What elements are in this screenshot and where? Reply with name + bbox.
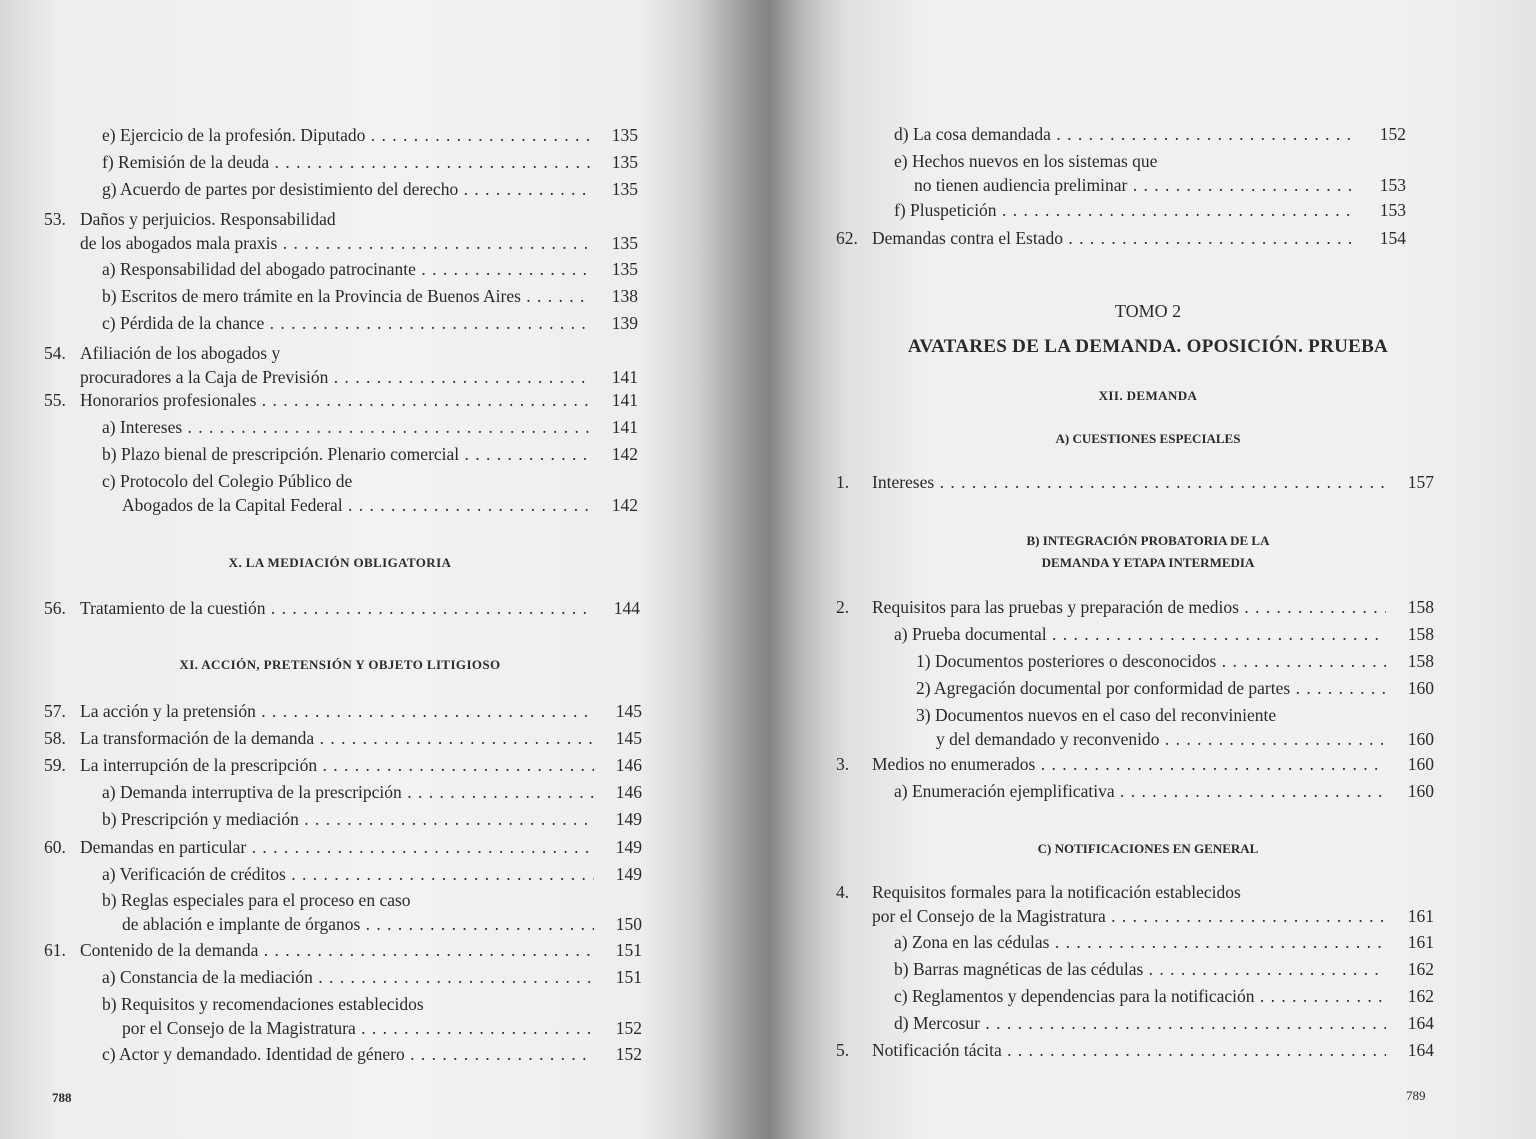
toc-entry-title: La interrupción de la prescripción . . . xyxy=(80,754,594,776)
toc-entry-title: Intereses . . . xyxy=(872,471,1386,493)
toc-entry-title: e) Hechos nuevos en los sistemas que xyxy=(894,151,1158,171)
toc-entry-page: 161 xyxy=(1407,932,1434,952)
toc-entry-title: a) Responsabilidad del abogado patrocinante . . . xyxy=(102,258,590,280)
toc-entry-number: 5. xyxy=(836,1040,850,1060)
toc-entry-title: b) Reglas especiales para el proceso en caso xyxy=(102,890,411,910)
toc-entry-page: 146 xyxy=(615,755,642,775)
toc-entry-number: 2. xyxy=(836,597,850,617)
toc-entry-title: f) Pluspetición . . . xyxy=(894,199,1358,221)
toc-entry-title: b) Barras magnéticas de las cédulas . . . xyxy=(894,958,1386,980)
toc-entry-page: 135 xyxy=(611,259,638,279)
toc-entry-number: 1. xyxy=(836,472,850,492)
toc-entry-page: 153 xyxy=(1379,175,1406,195)
toc-entry-page: 141 xyxy=(611,417,638,437)
toc-entry-title: f) Remisión de la deuda . . . xyxy=(102,151,590,173)
toc-entry-page: 135 xyxy=(611,233,638,253)
toc-entry-page: 142 xyxy=(611,444,638,464)
toc-entry-page: 152 xyxy=(615,1044,642,1064)
section-heading-xii: XII. DEMANDA xyxy=(1098,388,1198,403)
toc-entry-number: 60. xyxy=(44,837,66,857)
toc-entry-page: 138 xyxy=(611,286,638,306)
toc-entry-number: 62. xyxy=(836,228,858,248)
toc-entry-title-continued: por el Consejo de la Magistratura . . . xyxy=(872,905,1386,927)
toc-entry-page: 151 xyxy=(615,967,642,987)
toc-entry-page: 135 xyxy=(611,125,638,145)
toc-entry-title-continued: procuradores a la Caja de Previsión . . . xyxy=(80,366,590,388)
toc-entry-page: 144 xyxy=(613,598,640,618)
toc-entry-page: 145 xyxy=(615,728,642,748)
toc-entry-title: b) Escritos de mero trámite en la Provincia de Buenos Aires . . . xyxy=(102,285,590,307)
toc-entry-number: 58. xyxy=(44,728,66,748)
toc-entry-page: 150 xyxy=(615,914,642,934)
section-heading-x: X. LA MEDIACIÓN OBLIGATORIA xyxy=(228,555,452,570)
toc-entry-title: 1) Documentos posteriores o desconocidos . . . xyxy=(916,650,1386,672)
toc-entry-title: d) La cosa demandada . . . xyxy=(894,123,1358,145)
toc-entry-page: 141 xyxy=(611,367,638,387)
toc-entry-page: 139 xyxy=(611,313,638,333)
section-heading-xi: XI. ACCIÓN, PRETENSIÓN Y OBJETO LITIGIOSO xyxy=(179,657,501,672)
toc-entry-page: 153 xyxy=(1379,200,1406,220)
toc-entry-page: 152 xyxy=(1379,124,1406,144)
toc-entry-title: b) Plazo bienal de prescripción. Plenario comercial . . . xyxy=(102,443,590,465)
toc-entry-title: Notificación tácita . . . xyxy=(872,1039,1386,1061)
toc-entry-title: Tratamiento de la cuestión . . . xyxy=(80,597,592,619)
toc-entry-number: 59. xyxy=(44,755,66,775)
toc-entry-page: 145 xyxy=(615,701,642,721)
toc-entry-page: 152 xyxy=(615,1018,642,1038)
toc-entry-title: a) Intereses . . . xyxy=(102,416,590,438)
toc-entry-title: a) Demanda interruptiva de la prescripción . . . xyxy=(102,781,594,803)
toc-entry-title: c) Reglamentos y dependencias para la notificación . . . xyxy=(894,985,1386,1007)
folio-left: 788 xyxy=(52,1090,72,1105)
toc-entry-page: 160 xyxy=(1407,729,1434,749)
toc-entry-page: 141 xyxy=(611,390,638,410)
toc-entry-number: 4. xyxy=(836,882,850,902)
toc-entry-title: a) Verificación de créditos . . . xyxy=(102,863,594,885)
toc-entry-page: 146 xyxy=(615,782,642,802)
toc-entry-title: 3) Documentos nuevos en el caso del reconviniente xyxy=(916,705,1277,725)
toc-entry-title: Demandas en particular . . . xyxy=(80,836,594,858)
toc-entry-title: Requisitos para las pruebas y preparación de medios . . . xyxy=(872,596,1386,618)
toc-entry-title: e) Ejercicio de la profesión. Diputado . . . xyxy=(102,124,590,146)
toc-entry-number: 61. xyxy=(44,940,66,960)
toc-entry-title: Medios no enumerados . . . xyxy=(872,753,1386,775)
toc-entry-page: 142 xyxy=(611,495,638,515)
subheading-a: A) CUESTIONES ESPECIALES xyxy=(1055,431,1241,446)
toc-entry-number: 57. xyxy=(44,701,66,721)
toc-entry-title: d) Mercosur . . . xyxy=(894,1012,1386,1034)
toc-entry-title-continued: de ablación e implante de órganos . . . xyxy=(122,913,594,935)
toc-entry-title: Requisitos formales para la notificación establecidos xyxy=(872,882,1241,902)
toc-entry-title: Contenido de la demanda . . . xyxy=(80,939,594,961)
toc-entry-title: a) Prueba documental . . . xyxy=(894,623,1386,645)
toc-entry-page: 149 xyxy=(615,809,642,829)
toc-entry-page: 161 xyxy=(1407,906,1434,926)
toc-entry-number: 55. xyxy=(44,390,66,410)
toc-entry-page: 164 xyxy=(1407,1040,1434,1060)
toc-entry-page: 135 xyxy=(611,152,638,172)
toc-entry-title: a) Constancia de la mediación . . . xyxy=(102,966,594,988)
toc-entry-number: 56. xyxy=(44,598,66,618)
toc-entry-page: 151 xyxy=(615,940,642,960)
toc-entry-page: 160 xyxy=(1407,754,1434,774)
subheading-b-line1: B) INTEGRACIÓN PROBATORIA DE LA xyxy=(1026,533,1270,548)
toc-entry-title: Daños y perjuicios. Responsabilidad xyxy=(80,209,336,229)
toc-entry-title-continued: de los abogados mala praxis . . . xyxy=(80,232,590,254)
toc-entry-title: c) Pérdida de la chance . . . xyxy=(102,312,590,334)
toc-entry-page: 164 xyxy=(1407,1013,1434,1033)
toc-entry-page: 149 xyxy=(615,864,642,884)
toc-entry-title: 2) Agregación documental por conformidad de partes . . . xyxy=(916,677,1386,699)
right-page xyxy=(768,0,1536,1139)
toc-entry-page: 162 xyxy=(1407,986,1434,1006)
toc-entry-page: 149 xyxy=(615,837,642,857)
toc-entry-title: Demandas contra el Estado . . . xyxy=(872,227,1358,249)
toc-entry-title-continued: Abogados de la Capital Federal . . . xyxy=(122,494,590,516)
subheading-c: C) NOTIFICACIONES EN GENERAL xyxy=(1037,841,1259,856)
toc-entry-page: 158 xyxy=(1407,597,1434,617)
tomo-title: AVATARES DE LA DEMANDA. OPOSICIÓN. PRUEBA xyxy=(907,336,1389,357)
toc-entry-title: b) Requisitos y recomendaciones establecidos xyxy=(102,994,424,1014)
toc-entry-number: 3. xyxy=(836,754,850,774)
toc-entry-title: La acción y la pretensión . . . xyxy=(80,700,594,722)
toc-entry-title: Afiliación de los abogados y xyxy=(80,343,281,363)
toc-entry-page: 160 xyxy=(1407,781,1434,801)
folio-right: 789 xyxy=(1406,1088,1426,1103)
toc-entry-title-continued: y del demandado y reconvenido . . . xyxy=(936,728,1386,750)
toc-entry-number: 54. xyxy=(44,343,66,363)
toc-entry-page: 157 xyxy=(1407,472,1434,492)
tomo-label: TOMO 2 xyxy=(1114,301,1182,321)
toc-entry-title: a) Zona en las cédulas . . . xyxy=(894,931,1386,953)
toc-entry-page: 162 xyxy=(1407,959,1434,979)
toc-entry-title: c) Protocolo del Colegio Público de xyxy=(102,471,353,491)
toc-entry-title-continued: por el Consejo de la Magistratura . . . xyxy=(122,1017,594,1039)
toc-entry-title: g) Acuerdo de partes por desistimiento del derecho . . . xyxy=(102,178,590,200)
toc-entry-page: 135 xyxy=(611,179,638,199)
toc-entry-page: 154 xyxy=(1379,228,1406,248)
toc-entry-page: 160 xyxy=(1407,678,1434,698)
toc-entry-number: 53. xyxy=(44,209,66,229)
toc-entry-title-continued: no tienen audiencia preliminar . . . xyxy=(914,174,1358,196)
subheading-b-line2: DEMANDA Y ETAPA INTERMEDIA xyxy=(1041,555,1255,570)
toc-entry-title: c) Actor y demandado. Identidad de género . . . xyxy=(102,1043,594,1065)
toc-entry-title: Honorarios profesionales . . . xyxy=(80,389,590,411)
toc-entry-title: a) Enumeración ejemplificativa . . . xyxy=(894,780,1386,802)
right-page-content xyxy=(768,0,1536,1139)
toc-entry-page: 158 xyxy=(1407,651,1434,671)
toc-entry-title: b) Prescripción y mediación . . . xyxy=(102,808,594,830)
toc-entry-title: La transformación de la demanda . . . xyxy=(80,727,594,749)
toc-entry-page: 158 xyxy=(1407,624,1434,644)
